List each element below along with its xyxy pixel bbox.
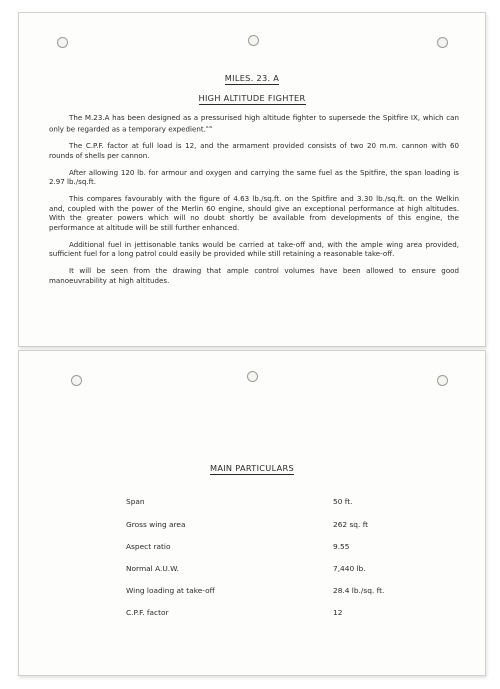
spec-row (19, 520, 485, 532)
paragraph: It will be seen from the drawing that ample control volumes have been allowed to ensure good manoeuvrability at high altitudes. (49, 266, 459, 286)
spec-value: 7,440 lb. (333, 564, 366, 573)
particulars-heading-text: MAIN PARTICULARS (209, 463, 295, 473)
spec-label: C.P.F. factor (126, 608, 169, 617)
spec-label: Aspect ratio (126, 542, 171, 551)
spec-value: 50 ft. (333, 497, 353, 506)
margin-mark: a-w (205, 124, 213, 129)
punch-hole (437, 375, 448, 386)
particulars-heading (19, 463, 485, 473)
body-text (49, 113, 459, 293)
paragraph: After allowing 120 lb. for armour and oxygen and carrying the same fuel as the Spitfire, the span loading is 2.97 lb./sq.ft. (49, 167, 459, 187)
spec-label: Normal A.U.W. (126, 564, 179, 573)
spec-row (19, 542, 485, 554)
spec-value: 9.55 (333, 542, 350, 551)
paragraph: The M.23.A has been designed as a pressurised high altitude fighter to supersede the Spitfire IX, which can only be regarded as a temporary expedient.$^{a-w}$ (49, 113, 459, 133)
punch-hole (248, 35, 259, 46)
page-heading (19, 73, 485, 83)
spec-row (19, 497, 485, 509)
punch-hole (57, 37, 68, 48)
document-page-top (18, 12, 486, 347)
subheading-text: HIGH ALTITUDE FIGHTER (198, 93, 306, 103)
paragraph: This compares favourably with the figure of 4.63 lb./sq.ft. on the Spitfire and 3.30 lb./sq.ft. on the Welkin and, coupled with the power of the Merlin 60 engine, should give an exceptional performance at high altitudes. With the greater powers which will no doubt shortly be available from developments of this engine, the performance at altitude will be still further enhanced. (49, 194, 459, 232)
spec-label: Gross wing area (126, 520, 186, 529)
punch-hole (247, 371, 258, 382)
spec-row (19, 564, 485, 576)
paragraph: The C.P.F. factor at full load is 12, and the armament provided consists of two 20 m.m. cannon with 60 rounds of shells per cannon. (49, 140, 459, 160)
spec-label: Span (126, 497, 145, 506)
paragraph: Additional fuel in jettisonable tanks would be carried at take-off and, with the ample wing area provided, sufficient fuel for a long patrol could easily be provided while still retaining a reasonable take-off. (49, 239, 459, 259)
document-page-bottom (18, 350, 486, 676)
spec-row (19, 586, 485, 598)
heading-text: MILES. 23. A (224, 73, 280, 83)
punch-hole (71, 375, 82, 386)
page-subheading (19, 93, 485, 103)
spec-value: 262 sq. ft (333, 520, 369, 529)
punch-hole (437, 37, 448, 48)
spec-value: 12 (333, 608, 343, 617)
spec-row (19, 608, 485, 620)
spec-label: Wing loading at take-off (126, 586, 215, 595)
spec-value: 28.4 lb./sq. ft. (333, 586, 385, 595)
